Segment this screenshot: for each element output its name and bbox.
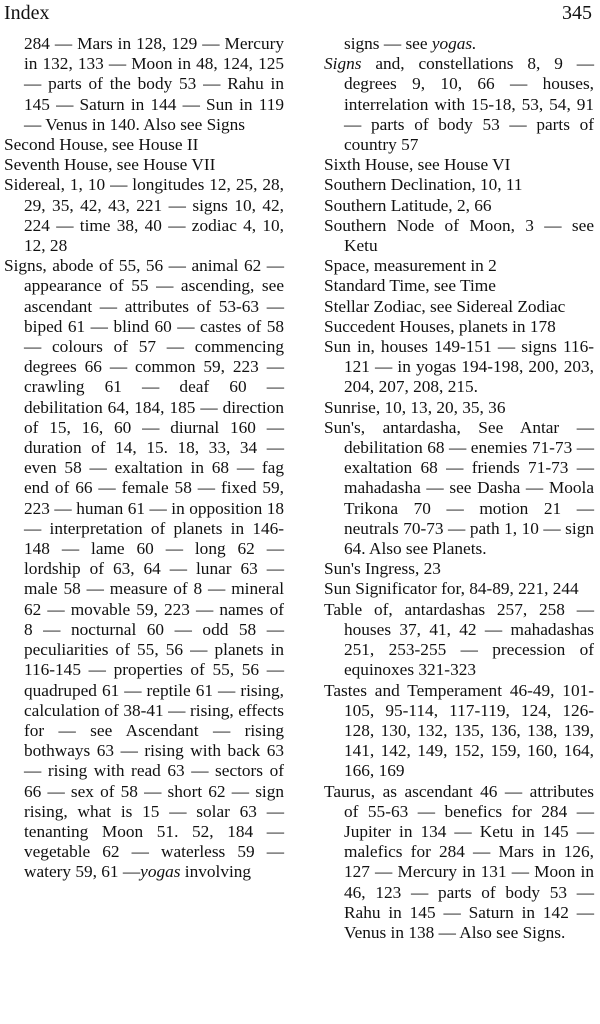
index-entry: Sun in, houses 149-151 — signs 116-121 — in yogas 194-198, 200, 203, 204, 207, 208, 215. xyxy=(324,337,594,397)
index-entry: Taurus, as ascendant 46 — attributes of 55-63 — benefics for 284 — Jupiter in 134 — Ketu in 145 — malefics for 284 — Mars in 126, 127 — Mercury in 131 — Moon in 46, 123 — parts of body 53 — Rahu in 145 — Saturn in 142 — Venus in 138 — Also see Signs. xyxy=(324,781,594,942)
index-entry: 284 — Mars in 128, 129 — Mercury in 132, 133 — Moon in 48, 124, 125 — parts of the body 53 — Rahu in 145 — Saturn in 144 — Sun in 119 — Venus in 140. Also see Signs xyxy=(24,34,284,134)
index-entry: Sixth House, see House VI xyxy=(324,155,511,175)
index-entry: Sun's, antardasha, See Antar — debilitation 68 — enemies 71-73 — exaltation 68 — friends 71-73 — mahadasha — see Dasha — Moola Trikona 70 — motion 21 — neutrals 70-73 — path 1, 10 — sign 64. Also see Planets. xyxy=(324,417,594,559)
index-entry: Sun's Ingress, 23 xyxy=(324,559,441,579)
index-entry: signs — see yogas. xyxy=(344,34,477,53)
index-entry: Signs and, constellations 8, 9 — degrees 9, 10, 66 — houses, interrelation with 15-18, 53, 54, 91 — parts of body 53 — parts of country 57 xyxy=(324,54,594,155)
index-entry: Space, measurement in 2 xyxy=(324,256,497,276)
index-entry: Sunrise, 10, 13, 20, 35, 36 xyxy=(324,397,506,417)
index-entry: Tastes and Temperament 46-49, 101-105, 95-114, 117-119, 124, 126-128, 130, 132, 135, 136, 138, 139, 141, 142, 149, 152, 159, 160, 164, 166, 169 xyxy=(324,680,594,781)
page-number: 345 xyxy=(562,2,592,24)
index-column-right xyxy=(324,34,594,943)
index-entry: Sidereal, 1, 10 — longitudes 12, 25, 28, 29, 35, 42, 43, 221 — signs 10, 42, 224 — time 38, 40 — zodiac 4, 10, 12, 28 xyxy=(4,175,284,256)
index-entry: Sun Significator for, 84-89, 221, 244 xyxy=(324,579,579,599)
index-entry: Second House, see House II xyxy=(4,135,199,155)
index-entry: Seventh House, see House VII xyxy=(4,155,216,175)
index-column-left xyxy=(4,34,284,883)
index-entry: Southern Latitude, 2, 66 xyxy=(324,195,492,215)
page-header xyxy=(4,2,592,30)
running-title: Index xyxy=(4,2,50,24)
index-entry: Southern Declination, 10, 11 xyxy=(324,175,523,195)
index-entry: Standard Time, see Time xyxy=(324,276,496,296)
index-entry: Signs, abode of 55, 56 — animal 62 — appearance of 55 — ascending, see ascendant — attributes of 53-63 — biped 61 — blind 60 — castes of 58 — colours of 57 — commencing degrees 66 — common 59, 223 — crawling 61 — deaf 60 — debilitation 64, 184, 185 — direction of 15, 16, 60 — diurnal 160 — duration of 14, 15. 18, 33, 34 — even 58 — exaltation in 68 — fag end of 66 — female 58 — fixed 59, 223 — human 61 — in opposition 18 — interpretation of planets in 146-148 — lame 60 — long 62 — lordship of 63, 64 — lunar 63 — male 58 — measure of 8 — mineral 62 — movable 59, 223 — names of 8 — nocturnal 60 — odd 58 — peculiarities of 55, 56 — planets in 116-145 — properties of 55, 56 — quadruped 61 — reptile 61 — rising, calculation of 38-41 — rising, effects for — see Ascendant — rising bothways 63 — rising with back 63 — rising with read 63 — sectors of 66 — sex of 58 — short 62 — sign rising, what is 15 — solar 63 — tenanting Moon 51. 52, 184 — vegetable 62 — waterless 59 — watery 59, 61 —yogas involving xyxy=(4,256,284,882)
index-entry: Table of, antardashas 257, 258 — houses 37, 41, 42 — mahadashas 251, 253-255 — precession of equinoxes 321-323 xyxy=(324,599,594,680)
index-entry: Stellar Zodiac, see Sidereal Zodiac xyxy=(324,296,566,316)
index-entry: Succedent Houses, planets in 178 xyxy=(324,316,556,336)
index-entry: Southern Node of Moon, 3 — see Ketu xyxy=(324,215,594,256)
